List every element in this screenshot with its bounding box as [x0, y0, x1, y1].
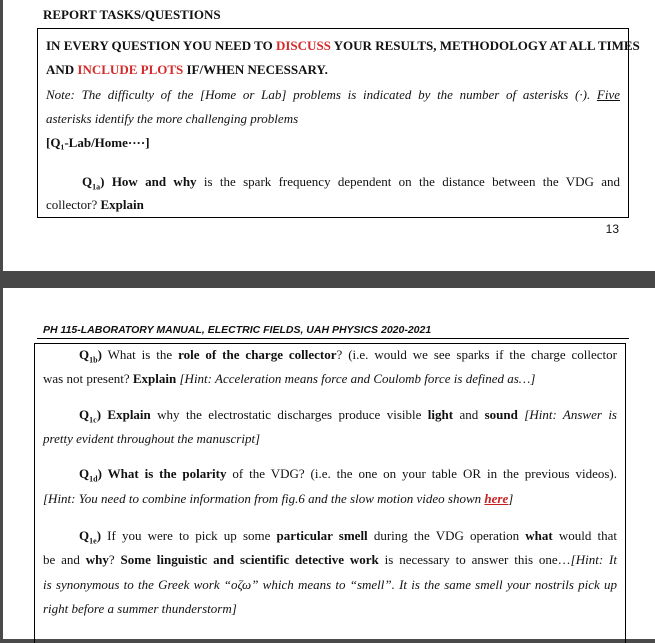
page-gap [0, 271, 655, 288]
difficulty-note-line-1: Note: The difficulty of the [Home or Lab] problems is indicated by the number of asterisks (·). Five [46, 87, 620, 102]
header-rule [37, 338, 629, 339]
difficulty-note-line-2: asterisks identify the more challenging problems [46, 111, 299, 126]
question-1d-line-2: [Hint: You need to combine information from fig.6 and the slow motion video shown here] [43, 491, 514, 506]
question-1e-line-4: right before a summer thunderstorm] [43, 601, 237, 616]
discuss-highlight: DISCUSS [275, 38, 331, 53]
q1b-label: $Q_{1b}$) [79, 347, 102, 365]
running-header: PH 115-LABORATORY MANUAL, ELECTRIC FIELDS, UAH PHYSICS 2020-2021 [43, 324, 432, 336]
question-1e-line-3: is synonymous to the Greek work “oζω” which means to “smell”. It is the same smell your nostrils pick up [43, 577, 617, 592]
instruction-line-2: AND INCLUDE PLOTS IF/WHEN NECESSARY. [46, 62, 328, 77]
question-1a-line-2: collector? Explain [46, 197, 144, 212]
question-group-tag: [Q₁-Lab/Home····] [46, 135, 150, 150]
instruction-line-1: IN EVERY QUESTION YOU NEED TO DISCUSS YOUR RESULTS, METHODOLOGY AT ALL TIMES [46, 38, 640, 53]
page-number: 13 [605, 222, 619, 236]
five-underlined: Five [596, 87, 620, 102]
question-box-1 [37, 28, 640, 218]
q1c-label: $Q_{1c}$) [79, 407, 102, 425]
question-1c: $Q_{1c}$) Explain why the electrostatic discharges produce visible light and sound [Hint: Answer is [79, 407, 617, 425]
q1a-label: $Q_{1a}$) [82, 174, 105, 192]
question-1b-line-2: was not present? Explain [Hint: Acceleration means force and Coulomb force is defined as…] [43, 371, 536, 386]
question-1a: $Q_{1a}$) How and why is the spark frequency dependent on the distance between the VDG and [82, 174, 621, 192]
question-1d: $Q_{1d}$) What is the polarity of the VDG? (i.e. the one on your table OR in the previous videos). [79, 466, 617, 484]
here-link[interactable]: here [484, 491, 509, 506]
plots-highlight: INCLUDE PLOTS [77, 62, 184, 77]
document-page-1 [3, 0, 655, 271]
question-1e-line-2: be and why? Some linguistic and scientific detective work is necessary to answer this one…[Hint: It [43, 552, 617, 567]
question-1c-line-2: pretty evident throughout the manuscript] [43, 431, 261, 446]
question-1e: $Q_{1e}$) If you were to pick up some particular smell during the VDG operation what would that [79, 528, 617, 546]
section-heading: REPORT TASKS/QUESTIONS [43, 7, 221, 22]
q1e-label: $Q_{1e}$) [79, 528, 102, 546]
question-box-2 [34, 343, 626, 643]
q1d-label: $Q_{1d}$) [79, 466, 102, 484]
question-1b: $Q_{1b}$) What is the role of the charge collector? (i.e. would we see sparks if the charge collector [79, 347, 617, 365]
